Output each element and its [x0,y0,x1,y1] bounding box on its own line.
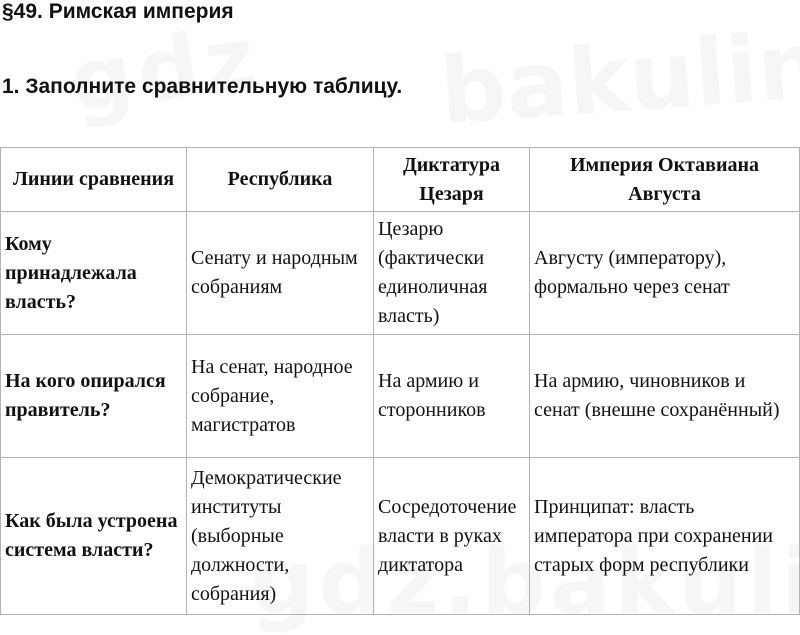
row-question: Как была устроена система власти? [1,458,187,615]
header-caesar-dictatorship: Диктатура Цезаря [374,148,530,212]
task-heading: 1. Заполните сравнительную таблицу. [2,75,403,98]
cell-republic: Демократические институты (выборные должности, собрания) [187,458,374,615]
paragraph-heading: §49. Римская империя [2,0,234,23]
table-row [1,335,800,458]
table-row [1,212,800,335]
cell-augustus: Принципат: власть императора при сохранении старых форм республики [530,458,800,615]
row-question: На кого опирался правитель? [1,335,187,458]
cell-caesar: Цезарю (фактически единоличная власть) [374,212,530,335]
cell-augustus: Августу (императору), формально через сенат [530,212,800,335]
header-augustus-empire: Империя Октавиана Августа [530,148,800,212]
cell-caesar: На армию и сторонников [374,335,530,458]
watermark-gdz [64,7,267,133]
row-question: Кому принадлежала власть? [1,212,187,335]
cell-augustus: На армию, чиновников и сенат (внешне сохранённый) [530,335,800,458]
cell-republic: Сенату и народным собраниям [187,212,374,335]
cell-republic: На сенат, народное собрание, магистратов [187,335,374,458]
comparison-table [0,147,800,615]
watermark-bakulin [437,12,800,145]
header-republic: Республика [187,148,374,212]
header-comparison-lines: Линии сравнения [1,148,187,212]
cell-caesar: Сосредоточение власти в руках диктатора [374,458,530,615]
table-header-row [1,148,800,212]
table-row [1,458,800,615]
